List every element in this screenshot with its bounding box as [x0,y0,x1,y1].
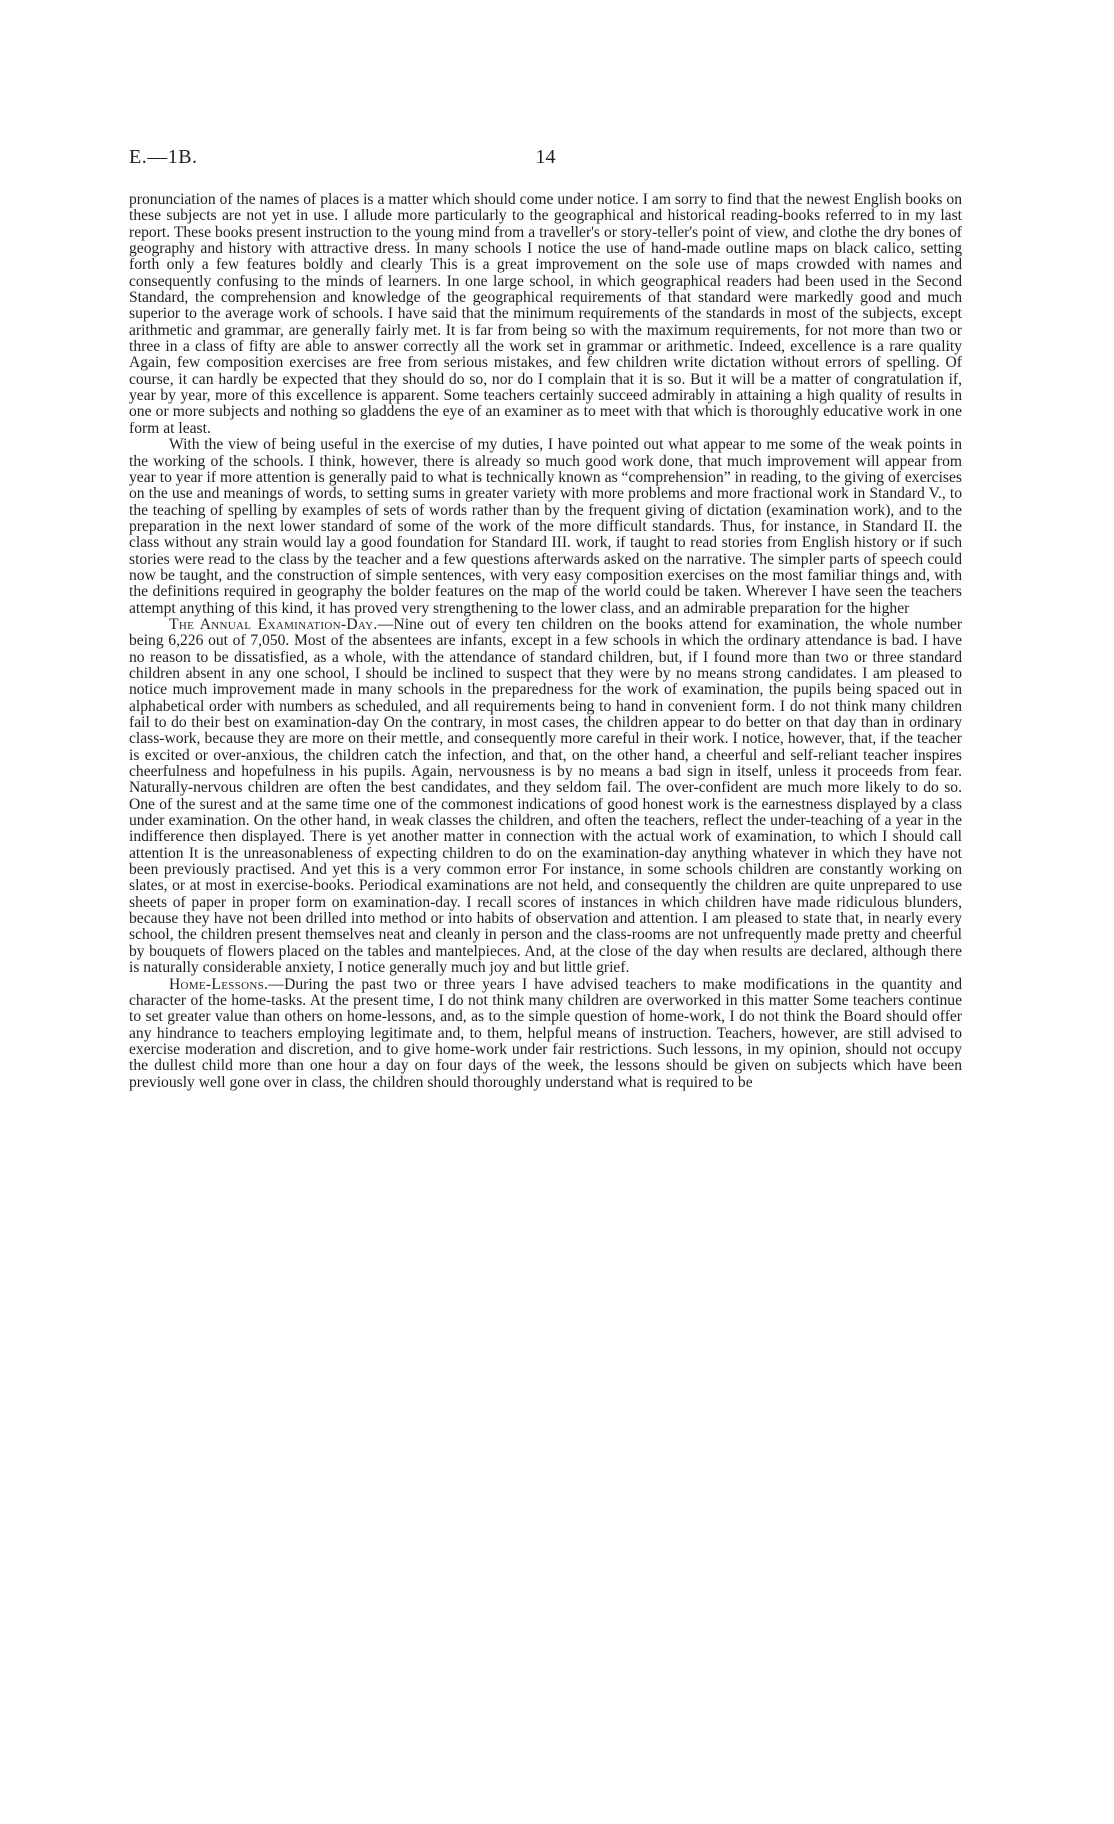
paragraph-text: Nine out of every ten children on the books attend for examination, the whole number being 6,226 out of 7,050. Most of the absentees are infants, except in a few schools in which the ordinary attendance is bad. I have no reason to be dissatisfied, as a whole, with the attendance of standard children, but, if I found more than two or three standard children absent in any one school, I should be inclined to suspect that they were by no means strong candidates. I am pleased to notice much improvement made in many schools in the preparedness for the work of examination, the pupils being spaced out in alphabetical order with numbers as scheduled, and all requirements being to hand in convenient form. I do not think many children fail to do their best on examination-day On the contrary, in most cases, the children appear to do better on that day than in ordinary class-work, because they are more on their mettle, and consequently more careful in their work. I notice, however, that, if the teacher is excited or over-anxious, the children catch the infection, and that, on the other hand, a cheerful and self-reliant teacher inspires cheerfulness and hopefulness in his pupils. Again, nervousness is by no means a bad sign in itself, unless it proceeds from fear. Naturally-nervous children are often the best candidates, and they seldom fail. The over-confident are much more likely to do so. One of the surest and at the same time one of the commonest indications of good honest work is the earnestness displayed by a class under examination. On the other hand, in weak classes the children, and often the teachers, reflect the under-teaching of a year in the indifference then displayed. There is yet another matter in connection with the actual work of examination, to which I should call attention It is the unreasonableness of expecting children to do on the examination-day anything whatever in which they have not been previously practised. And yet this is a very common error For instance, in some schools children are constantly working on slates, or at most in exercise-books. Periodical examinations are not held, and consequently the children are quite unprepared to use sheets of paper in proper form on examination-day. I recall scores of instances in which children have made ridiculous blunders, because they have not been drilled into method or into habits of observation and attention. I am pleased to state that, in nearly every school, the children present themselves neat and cleanly in person and the class-rooms are not unfrequently made pretty and cheerful by bouquets of flowers placed on the tables and mantelpieces. And, at the close of the day when results are declared, although there is naturally considerable anxiety, I notice generally much joy and but little grief. [129,615,963,977]
document-reference: E.—1B. [129,146,198,168]
paragraph-text: With the view of being useful in the exercise of my duties, I have pointed out what appear to me some of the weak points in the working of the schools. I think, however, there is already so much good work done, that much improvement will appear from year to year if more attention is generally paid to what is technically known as “comprehension” in reading, to the giving of exercises on the use and meanings of words, to setting sums in greater variety with more problems and more fractional work in Standard V., to the teaching of spelling by examples of sets of words rather than by the frequent giving of dictation (examination work), and to the preparation in the next lower standard of some of the work of the more difficult standards. Thus, for instance, in Standard II. the class without any strain would lay a good foundation for Standard III. work, if taught to read stories from English history or if such stories were read to the class by the teacher and a few questions afterwards asked on the narrative. The simpler parts of speech could now be taught, and the construction of simple sentences, with very easy composition exercises on the most familiar things and, with the definitions required in geography the bolder features on the map of the world could be taken. Wherever I have seen the teachers attempt anything of this kind, it has proved very strengthening to the lower class, and an admirable preparation for the higher [129,436,962,617]
section-heading-annual-examination-day: The Annual Examination-Day.— [169,615,394,633]
paragraph-annual-examination-day [129,617,962,977]
paragraph-weak-points [129,437,962,617]
paragraph-text: During the past two or three years I have advised teachers to make modifications in the quantity and character of the home-tasks. At the present time, I do not think many children are overworked in this matter Some teachers continue to set greater value than others on home-lessons, and, as to the simple question of home-work, I do not think the Board should offer any hindrance to teachers employing legitimate and, to them, helpful means of instruction. Teachers, however, are still advised to exercise moderation and discretion, and to give home-work under fair restrictions. Such lessons, in my opinion, should not occupy the dullest child more than one hour a day on four days of the week, the lessons should be given on subjects which have been previously well gone over in class, the children should thoroughly understand what is required to be [129,975,962,1091]
paragraph-geography-history [129,192,962,437]
paragraph-text: pronunciation of the names of places is a matter which should come under notice. I am sorry to find that the newest English books on these subjects are not yet in use. I allude more particularly to the geographical and historical reading-books referred to in my last report. These books present instruction to the young mind from a traveller's or story-teller's point of view, and clothe the dry bones of geography and history with attractive dress. In many schools I notice the use of hand-made outline maps on black calico, setting forth only a few features boldly and clearly This is a great improvement on the sole use of maps crowded with names and consequently confusing to the minds of learners. In one large school, in which geographical readers had been used in the Second Standard, the comprehension and knowledge of the geographical requirements of that standard were markedly good and much superior to the average work of schools. I have said that the minimum requirements of the standards in most of the subjects, except arithmetic and grammar, are generally fairly met. It is far from being so with the maximum requirements, for not more than two or three in a class of fifty are able to answer correctly all the work set in grammar or arithmetic. Indeed, excellence is a rare quality Again, few composition exercises are free from serious mistakes, and few children write dictation without errors of spelling. Of course, it can hardly be expected that they should do so, nor do I complain that it is so. But it will be a matter of congratulation if, year by year, more of this excellence is apparent. Some teachers certainly succeed admirably in attaining a high quality of results in one or more subjects and nothing so gladdens the eye of an examiner as to meet with that which is thoroughly educative work in one form at least. [129,191,962,437]
section-heading-home-lessons: Home-Lessons.— [169,975,285,993]
body-text [129,192,962,1091]
page-number: 14 [535,146,556,168]
paragraph-home-lessons [129,977,962,1091]
page-header [129,146,962,176]
